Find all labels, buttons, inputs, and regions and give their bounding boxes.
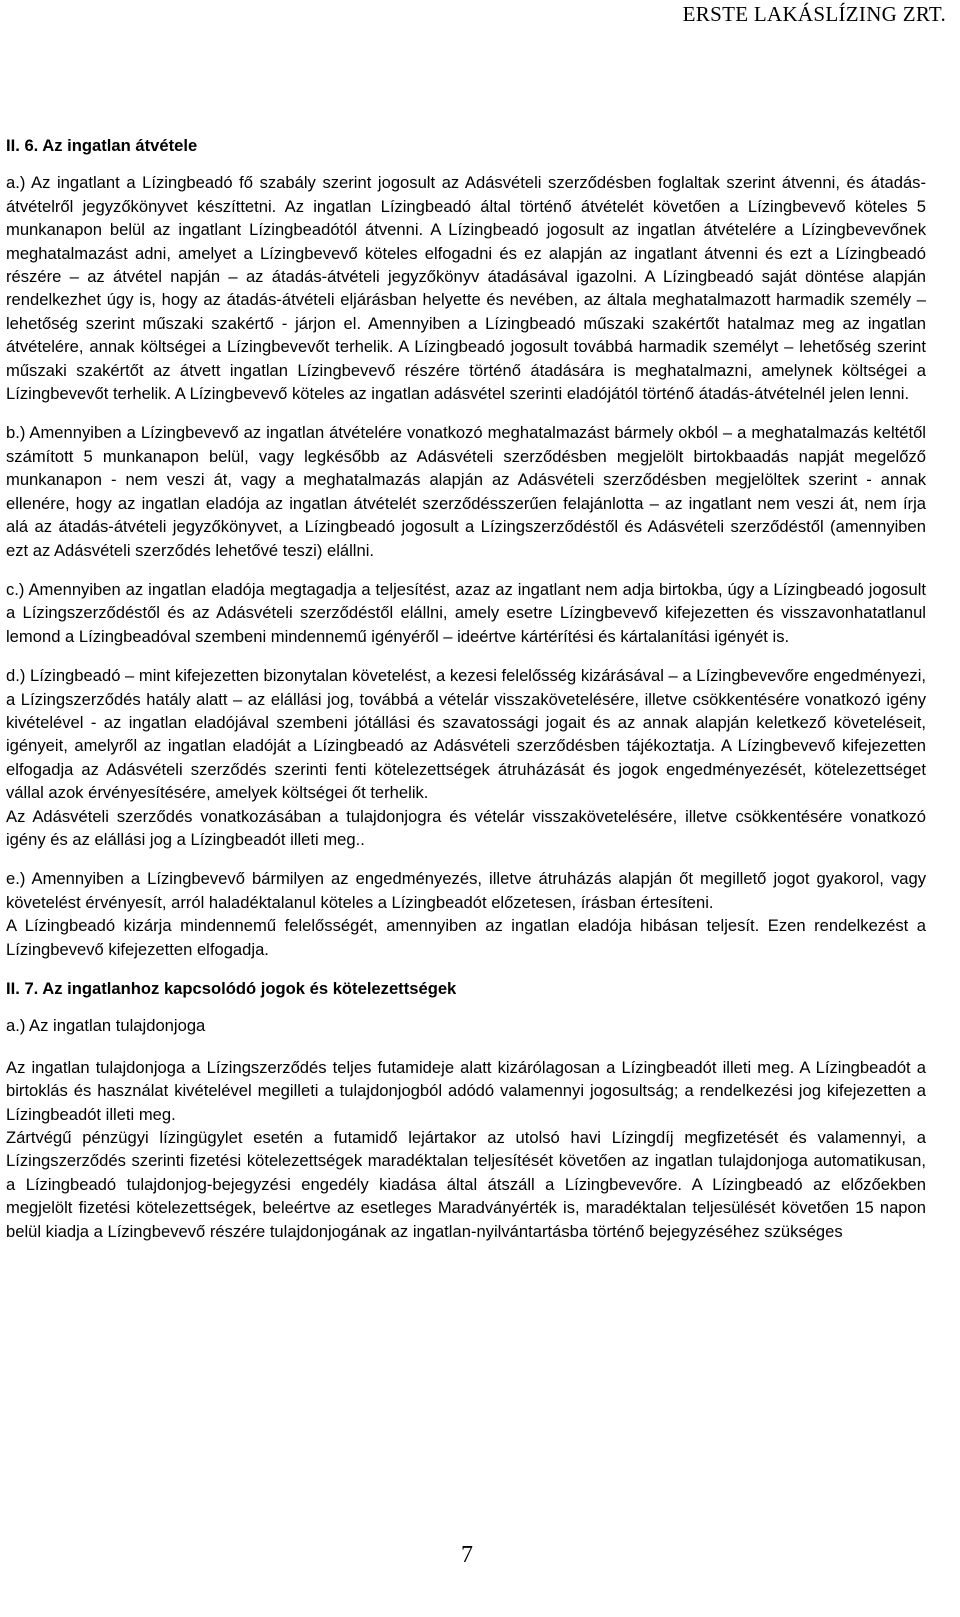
subheading-ii-7-a: a.) Az ingatlan tulajdonjoga [6,1016,206,1036]
paragraph-ii-6-b: b.) Amennyiben a Lízingbevevő az ingatlan átvételére vonatkozó meghatalmazást bármely okból – a meghatalmazás keltétől számított 5 munkanapon belül, vagy legkésőbb az Adásvételi szerződésben megjelölt birtokbaadás napját megelőző munkanapon - nem veszi át, vagy a meghatalmazás alapján az Adásvételi szerződésben megjelöltek szerint - annak ellenére, hogy az ingatlan eladója az ingatlan átvételét szerződésszerűen felajánlotta – az ingatlant nem veszi át, nem írja alá az átadás-átvételi jegyzőkönyvet, a Lízingbeadó jogosult a Lízingszerződéstől és Adásvételi szerződéstől (amennyiben ezt az Adásvételi szerződés lehetővé teszi) elállni. [6,423,926,560]
paragraph-ii-7-a-2: Zártvégű pénzügyi lízingügylet esetén a futamidő lejártakor az utolsó havi Lízingdíj megfizetését és valamennyi, a Lízingszerződés szerinti fizetési kötelezettségek maradéktalan teljesítését követően az ingatlan tulajdonjoga automatikusan, a Lízingbeadó tulajdonjog-bejegyzési engedély kiadása által átszáll a Lízingbevevőre. A Lízingbeadó az előzőekben megjelölt fizetési kötelezettségek, beleértve az esetleges Maradványérték is, maradéktalan teljesülését követően 15 napon belül kiadja a Lízingbevevő részére tulajdonjogának az ingatlan-nyilvántartásba történő bejegyzéséhez szükséges [6,1128,926,1241]
paragraph-ii-6-a: a.) Az ingatlant a Lízingbeadó fő szabály szerint jogosult az Adásvételi szerződésben foglaltak szerint átvenni, és átadás-átvételről jegyzőkönyvet készíttetni. Az ingatlan Lízingbeadó által történő átvételét követően a Lízingbevevő köteles 5 munkanapon belül az ingatlant Lízingbeadótól átvenni. A Lízingbeadó jogosult az ingatlan átvételére a Lízingbevevőnek meghatalmazást adni, amelyet a Lízingbevevő köteles elfogadni és ez alapján az ingatlant átvenni és ezt a Lízingbeadó részére – az átvétel napján – az átadás-átvételi jegyzőkönyv átadásával igazolni. A Lízingbeadó saját döntése alapján rendelkezhet úgy is, hogy az átadás-átvételi eljárásban helyette és nevében, az általa meghatalmazott harmadik személy – lehetőség szerint műszaki szakértő - járjon el. Amennyiben a Lízingbeadó műszaki szakértőt hatalmaz meg az ingatlan átvételére, annak költségei a Lízingbevevőt terhelik. A Lízingbeadó jogosult továbbá harmadik személyt – lehetőség szerint műszaki szakértőt az átvett ingatlan Lízingbevevő részére történő átadására is meghatalmazni, amelynek költségei a Lízingbevevőt terhelik. A Lízingbevevő köteles az ingatlan adásvétel szerinti eladójától történő átadás-átvételnél jelen lenni. [6,173,926,404]
paragraph-ii-6-d-continued: Az Adásvételi szerződés vonatkozásában a tulajdonjogra és vételár visszakövetelésére, illetve csökkentésére vonatkozó igény és az elállási jog a Lízingbeadót illeti meg.. [6,806,926,849]
paragraph-ii-6-e-continued: A Lízingbeadó kizárja mindennemű felelősségét, amennyiben az ingatlan eladója hibásan teljesít. Ezen rendelkezést a Lízingbevevő kifejezetten elfogadja. [6,916,926,959]
paragraph-ii-6-d: d.) Lízingbeadó – mint kifejezetten bizonytalan követelést, a kezesi felelősség kizárásával – a Lízingbevevőre engedményezi, a Lízingszerződés hatály alatt – az elállási jog, továbbá a vételár visszakövetelésére, illetve csökkentésére vonatkozó igény kivételével - az ingatlan eladójával szembeni jótállási és szavatossági jogait és az annak alapján keletkező követeléseit, igényeit, amelyről az ingatlan eladóját a Lízingbeadó az Adásvételi szerződésben tájékoztatja. A Lízingbevevő kifejezetten elfogadja az Adásvételi szerződés szerinti fenti kötelezettségek átruházását és jogok engedményezését, kötelezettséget vállal azok érvényesítésére, amelyek költségei őt terhelik. [6,666,926,803]
section-heading-ii-6: II. 6. Az ingatlan átvétele [6,136,198,155]
page-content [6,134,926,1243]
page-number: 7 [461,1542,473,1568]
page-header: ERSTE LAKÁSLÍZING ZRT. [682,2,946,26]
section-heading-ii-7: II. 7. Az ingatlanhoz kapcsolódó jogok és kötelezettségek [6,979,457,998]
paragraph-ii-6-c: c.) Amennyiben az ingatlan eladója megtagadja a teljesítést, azaz az ingatlant nem adja birtokba, úgy a Lízingbeadó jogosult a Lízingszerződéstől és az Adásvételi szerződéstől elállni, amely esetre Lízingbevevő kifejezetten és visszavonhatatlanul lemond a Lízingbeadóval szembeni mindennemű igényéről – ideértve kártérítési és kártalanítási igényét is. [6,579,926,646]
paragraph-ii-6-e: e.) Amennyiben a Lízingbevevő bármilyen az engedményezés, illetve átruházás alapján őt megillető jogot gyakorol, vagy követelést érvényesít, arról haladéktalanul köteles a Lízingbeadót előzetesen, írásban értesíteni. [6,869,926,912]
paragraph-ii-7-a-1: Az ingatlan tulajdonjoga a Lízingszerződés teljes futamideje alatt kizárólagosan a Lízingbeadót illeti meg. A Lízingbeadót a birtoklás és használat kivételével megilleti a tulajdonjogból adódó valamennyi jogosultság; a rendelkezési jog kifejezetten a Lízingbeadót illeti meg. [6,1057,926,1124]
